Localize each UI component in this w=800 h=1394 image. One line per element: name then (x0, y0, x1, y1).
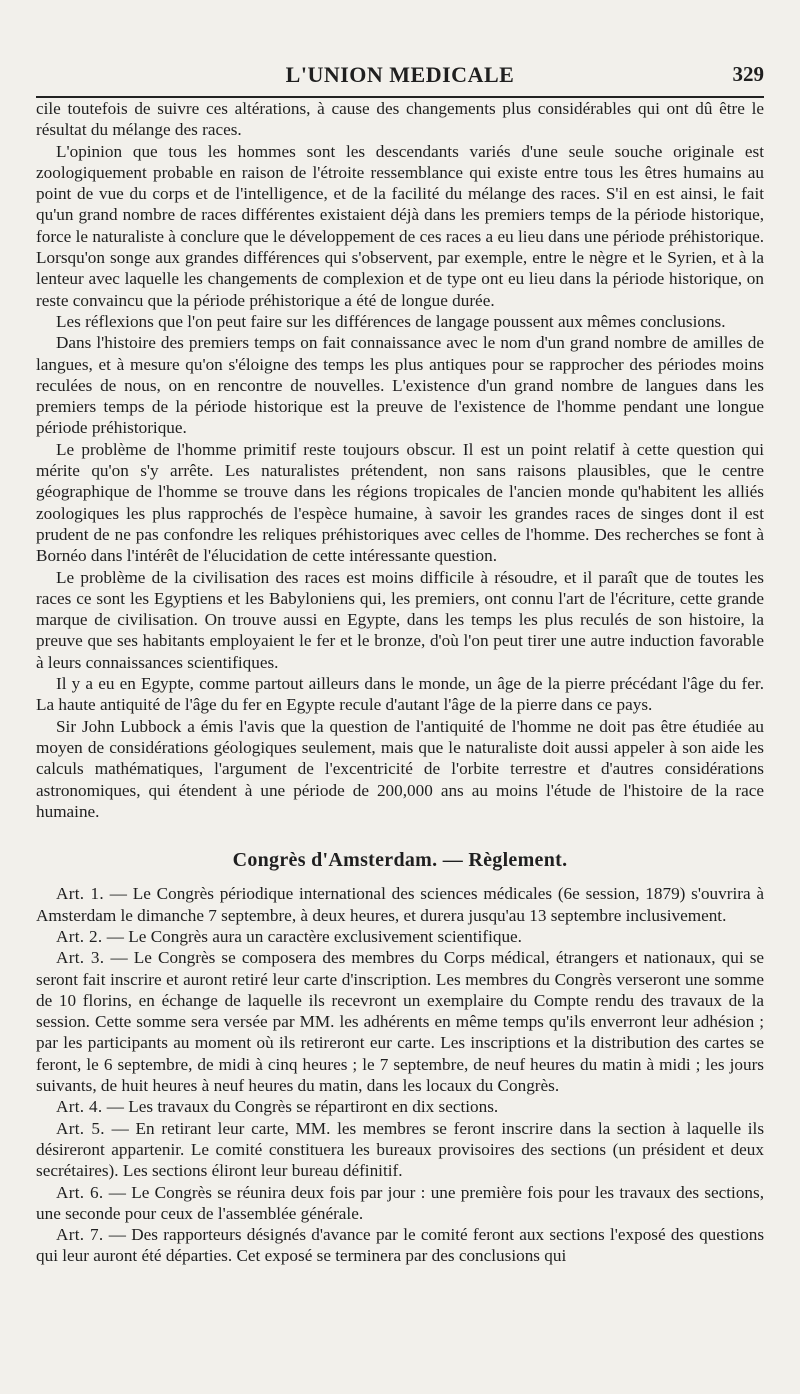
article-number: Art. 1. (56, 884, 104, 904)
journal-title: L'UNION MEDICALE (285, 62, 515, 87)
paragraph: Il y a eu en Egypte, comme partout ailleurs dans le monde, un âge de la pierre précédant l'âge du fer. La haute antiquité de l'âge du fer en Egypte recule d'autant l'âge de la pierre dans ce pays. (36, 674, 764, 715)
article-text: — Les travaux du Congrès se répartiront en dix sections. (106, 1097, 499, 1117)
paragraph: L'opinion que tous les hommes sont les descendants variés d'une seule souche originale est zoologiquement probable en raison de l'étroite ressemblance qui existe entre tous les êtres humains au point de vue du corps et de l'intelligence, et de la facilité du mélange des races. S'il en est ainsi, le fait qu'un grand nombre de races différentes existaient déjà dans les premiers temps de la période historique, force le naturaliste à conclure que le développement de ces races a eu lieu dans une période préhistorique. Lorsqu'on songe aux grandes différences qui s'observent, par exemple, entre le nègre et le Syrien, et à la lenteur avec laquelle les changements de complexion et de type ont eu lieu dans la période historique, on reste convaincu que la période préhistorique a été de longue durée. (36, 141, 764, 310)
article-text: — Des rapporteurs désignés d'avance par le comité feront aux sections l'exposé des questions qui leur auront été départies. Cet exposé se terminera par des conclusions qui (36, 1225, 765, 1266)
paragraph: Le problème de la civilisation des races est moins difficile à résoudre, et il paraît que de toutes les races ce sont les Egyptiens et les Babyloniens qui, les premiers, ont connu l'art de l'écriture, cette grande marque de civilisation. On trouve aussi en Egypte, dans les temps les plus reculés de son histoire, la preuve que ses habitants employaient le fer et le bronze, d'où l'on peut tirer une autre induction favorable à leurs connaissances scientifiques. (36, 567, 764, 672)
regulation-article (36, 947, 764, 1096)
paragraph: cile toutefois de suivre ces altérations, à cause des changements plus considérables qui ont dû être le résultat du mélange des races. (36, 99, 764, 140)
article-text: — Le Congrès se réunira deux fois par jour : une première fois pour les travaux des sections, une seconde pour ceux de l'assemblée générale. (36, 1182, 765, 1223)
page-number: 329 (732, 62, 764, 86)
article-number: Art. 6. (56, 1182, 104, 1202)
regulation-article (36, 1182, 764, 1225)
article-number: Art. 2. (56, 926, 103, 946)
paragraph: Sir John Lubbock a émis l'avis que la question de l'antiquité de l'homme ne doit pas être étudiée au moyen de considérations géologiques seulement, mais que le naturaliste doit aussi appeler à son aide les calculs mathématiques, l'argument de l'excentricité de l'orbite terrestre et d'autres considérations astronomiques, qui étendent à une période de 200,000 ans au moins l'étude de l'histoire de la race humaine. (36, 716, 764, 821)
article-number: Art. 4. (56, 1097, 103, 1117)
regulation-article (36, 926, 764, 947)
paragraph: Les réflexions que l'on peut faire sur les différences de langage poussent aux mêmes conclusions. (56, 311, 726, 331)
regulation-article (36, 1118, 764, 1182)
article-text: — Le Congrès périodique international des sciences médicales (6e session, 1879) s'ouvrira à Amsterdam le dimanche 7 septembre, à deux heures, et durera jusqu'au 13 septembre inclusivement. (36, 884, 764, 925)
header-rule (36, 96, 764, 98)
paragraph: Dans l'histoire des premiers temps on fait connaissance avec le nom d'un grand nombre de amilles de langues, et à mesure qu'on s'éloigne des temps les plus antiques pour se rapprocher des périodes moins reculées de nous, on en rencontre de nouvelles. L'existence d'un grand nombre de langues dans les premiers temps de la période historique est la preuve de l'existence de l'homme pendant une longue période préhistorique. (36, 333, 764, 438)
regulation-article (36, 883, 764, 926)
article-number: Art. 5. (56, 1118, 105, 1138)
article-number: Art. 7. (56, 1225, 104, 1245)
regulation-article (36, 1096, 764, 1117)
article-number: Art. 3. (56, 948, 105, 968)
article-text: — Le Congrès aura un caractère exclusivement scientifique. (106, 926, 522, 946)
regulation-article (36, 1224, 764, 1267)
article-text: — En retirant leur carte, MM. les membres se feront inscrire dans la section à laquelle ils désireront appartenir. Le comité constituera les bureaux provisoires des sections (un président et deux secrétaires). Les sections éliront leur bureau définitif. (36, 1118, 765, 1181)
section-heading: Congrès d'Amsterdam. — Règlement. (232, 849, 568, 872)
paragraph: Le problème de l'homme primitif reste toujours obscur. Il est un point relatif à cette question qui mérite qu'on s'y arrête. Les naturalistes prétendent, non sans raisons plausibles, que le centre géographique de l'homme se trouve dans les régions tropicales de l'ancien monde qu'habitent les alliés zoologiques les plus rapprochés de l'espèce humaine, à savoir les grandes races de singes dont il est prudent de ne pas confondre les reliques préhistoriques avec celles de l'homme. Des recherches se font à Bornéo dans l'intérêt de l'élucidation de cette intéressante question. (36, 439, 764, 566)
article-text: — Le Congrès se composera des membres du Corps médical, étrangers et nationaux, qui se seront fait inscrire et auront retiré leur carte d'inscription. Les membres du Congrès verseront une somme de 10 florins, en échange de laquelle ils recevront un exemplaire du Compte rendu des travaux de la session. Cette somme sera versée par MM. les adhérents en même temps qu'ils enverront leur adhésion ; par les participants au moment où ils retireront eur carte. Les inscriptions et la distribution des cartes se feront, le 6 septembre, de midi à cinq heures ; le 7 septembre, de neuf heures du matin à midi ; les jours suivants, de huit heures à neuf heures du matin, dans les locaux du Congrès. (36, 948, 765, 1096)
article-body (36, 98, 764, 1267)
running-head (36, 0, 764, 98)
